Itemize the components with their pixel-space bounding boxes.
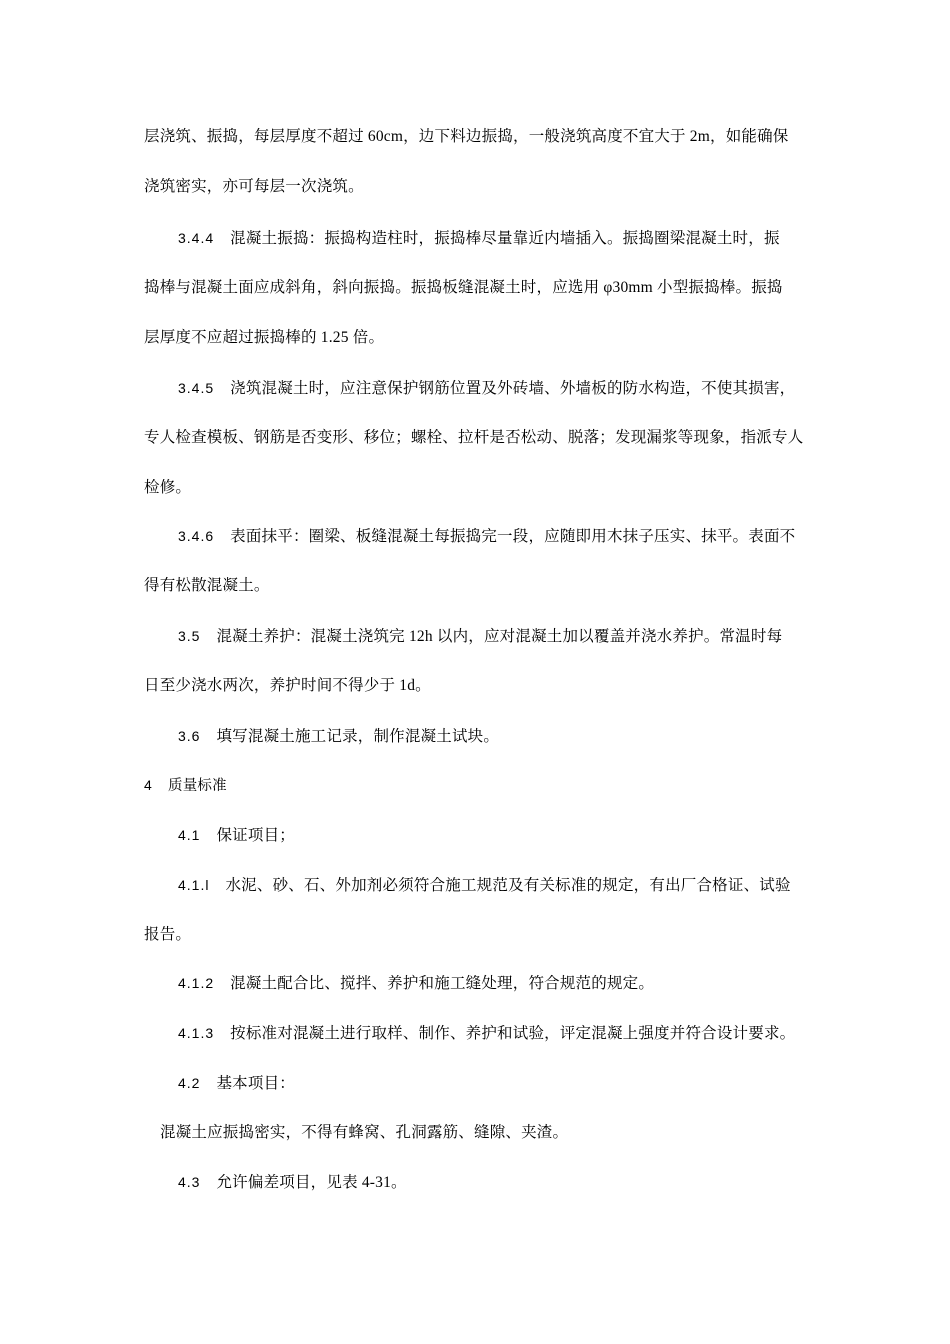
line-text: 专人检查模板、钢筋是否变形、移位；螺栓、拉杆是否松动、脱落；发现漏浆等现象，指派专人 xyxy=(144,429,804,446)
line-text: 层浇筑、振捣，每层厚度不超过 60cm，边下料边振捣，一般浇筑高度不宜大于 2m，如能确保 xyxy=(144,128,789,145)
line-text: 混凝土配合比、搅拌、养护和施工缝处理，符合规范的规定。 xyxy=(230,975,655,992)
line-text: 基本项目： xyxy=(216,1075,295,1092)
line-text: 允许偏差项目，见表 4-31。 xyxy=(216,1174,407,1191)
paragraph-line xyxy=(144,478,191,498)
section-number: 4.1.2 xyxy=(178,975,215,991)
section-4-3 xyxy=(178,1172,407,1193)
heading-text: 质量标准 xyxy=(168,778,227,794)
paragraph-line xyxy=(160,1123,568,1143)
section-4-1 xyxy=(178,825,295,846)
section-4-1-1 xyxy=(178,875,791,896)
section-4-2 xyxy=(178,1073,295,1094)
line-text: 按标准对混凝土进行取样、制作、养护和试验，评定混凝上强度并符合设计要求。 xyxy=(230,1025,796,1042)
line-text: 得有松散混凝土。 xyxy=(144,577,270,594)
line-text: 捣棒与混凝土面应成斜角，斜向振捣。振捣板缝混凝土时，应选用 φ30mm 小型振捣棒。振捣 xyxy=(144,279,783,296)
section-number: 3.6 xyxy=(178,728,201,744)
line-text: 表面抹平：圈梁、板缝混凝土每振捣完一段，应随即用木抹子压实、抹平。表面不 xyxy=(230,528,796,545)
paragraph-line xyxy=(144,428,803,448)
line-text: 保证项目； xyxy=(216,827,295,844)
section-3-6 xyxy=(178,726,499,747)
line-text: 报告。 xyxy=(144,926,192,943)
line-text: 日至少浇水两次，养护时间不得少于 1d。 xyxy=(144,677,431,694)
line-text: 水泥、砂、石、外加剂必须符合施工规范及有关标准的规定，有出厂合格证、试验 xyxy=(225,877,791,894)
paragraph-line xyxy=(144,127,789,147)
section-3-4-6 xyxy=(178,526,795,547)
section-4-1-2 xyxy=(178,973,654,994)
line-text: 浇筑混凝土时，应注意保护钢筋位置及外砖墙、外墙板的防水构造，不使其损害， xyxy=(230,380,796,397)
line-text: 混凝土振捣：振捣构造柱时，振捣棒尽量靠近内墙插入。振捣圈梁混凝土时，振 xyxy=(230,230,780,247)
section-number: 4.1 xyxy=(178,827,201,843)
section-heading-4 xyxy=(144,775,227,796)
line-text: 浇筑密实，亦可每层一次浇筑。 xyxy=(144,178,364,195)
section-number: 3.4.5 xyxy=(178,380,215,396)
section-number: 4.1.3 xyxy=(178,1025,215,1041)
section-number: 3.4.6 xyxy=(178,528,215,544)
paragraph-line xyxy=(144,576,270,596)
paragraph-line xyxy=(144,676,431,696)
section-number: 3.5 xyxy=(178,628,201,644)
paragraph-line xyxy=(144,925,191,945)
section-number: 4.2 xyxy=(178,1075,201,1091)
section-number: 3.4.4 xyxy=(178,230,215,246)
section-3-4-5 xyxy=(178,378,795,399)
line-text: 层厚度不应超过振捣棒的 1.25 倍。 xyxy=(144,329,385,346)
section-number: 4.3 xyxy=(178,1174,201,1190)
line-text: 检修。 xyxy=(144,479,192,496)
heading-number: 4 xyxy=(144,777,152,793)
section-number: 4.1.l xyxy=(178,877,210,893)
paragraph-line xyxy=(144,177,364,197)
section-3-4-4 xyxy=(178,228,780,249)
section-4-1-3 xyxy=(178,1023,795,1044)
paragraph-line xyxy=(144,328,384,348)
line-text: 混凝土养护：混凝土浇筑完 12h 以内，应对混凝土加以覆盖并浇水养护。常温时每 xyxy=(216,628,783,645)
line-text: 混凝土应振捣密实，不得有蜂窝、孔洞露筋、缝隙、夹渣。 xyxy=(160,1124,569,1141)
line-text: 填写混凝土施工记录，制作混凝土试块。 xyxy=(216,728,500,745)
section-3-5 xyxy=(178,626,782,647)
paragraph-line xyxy=(144,278,783,298)
